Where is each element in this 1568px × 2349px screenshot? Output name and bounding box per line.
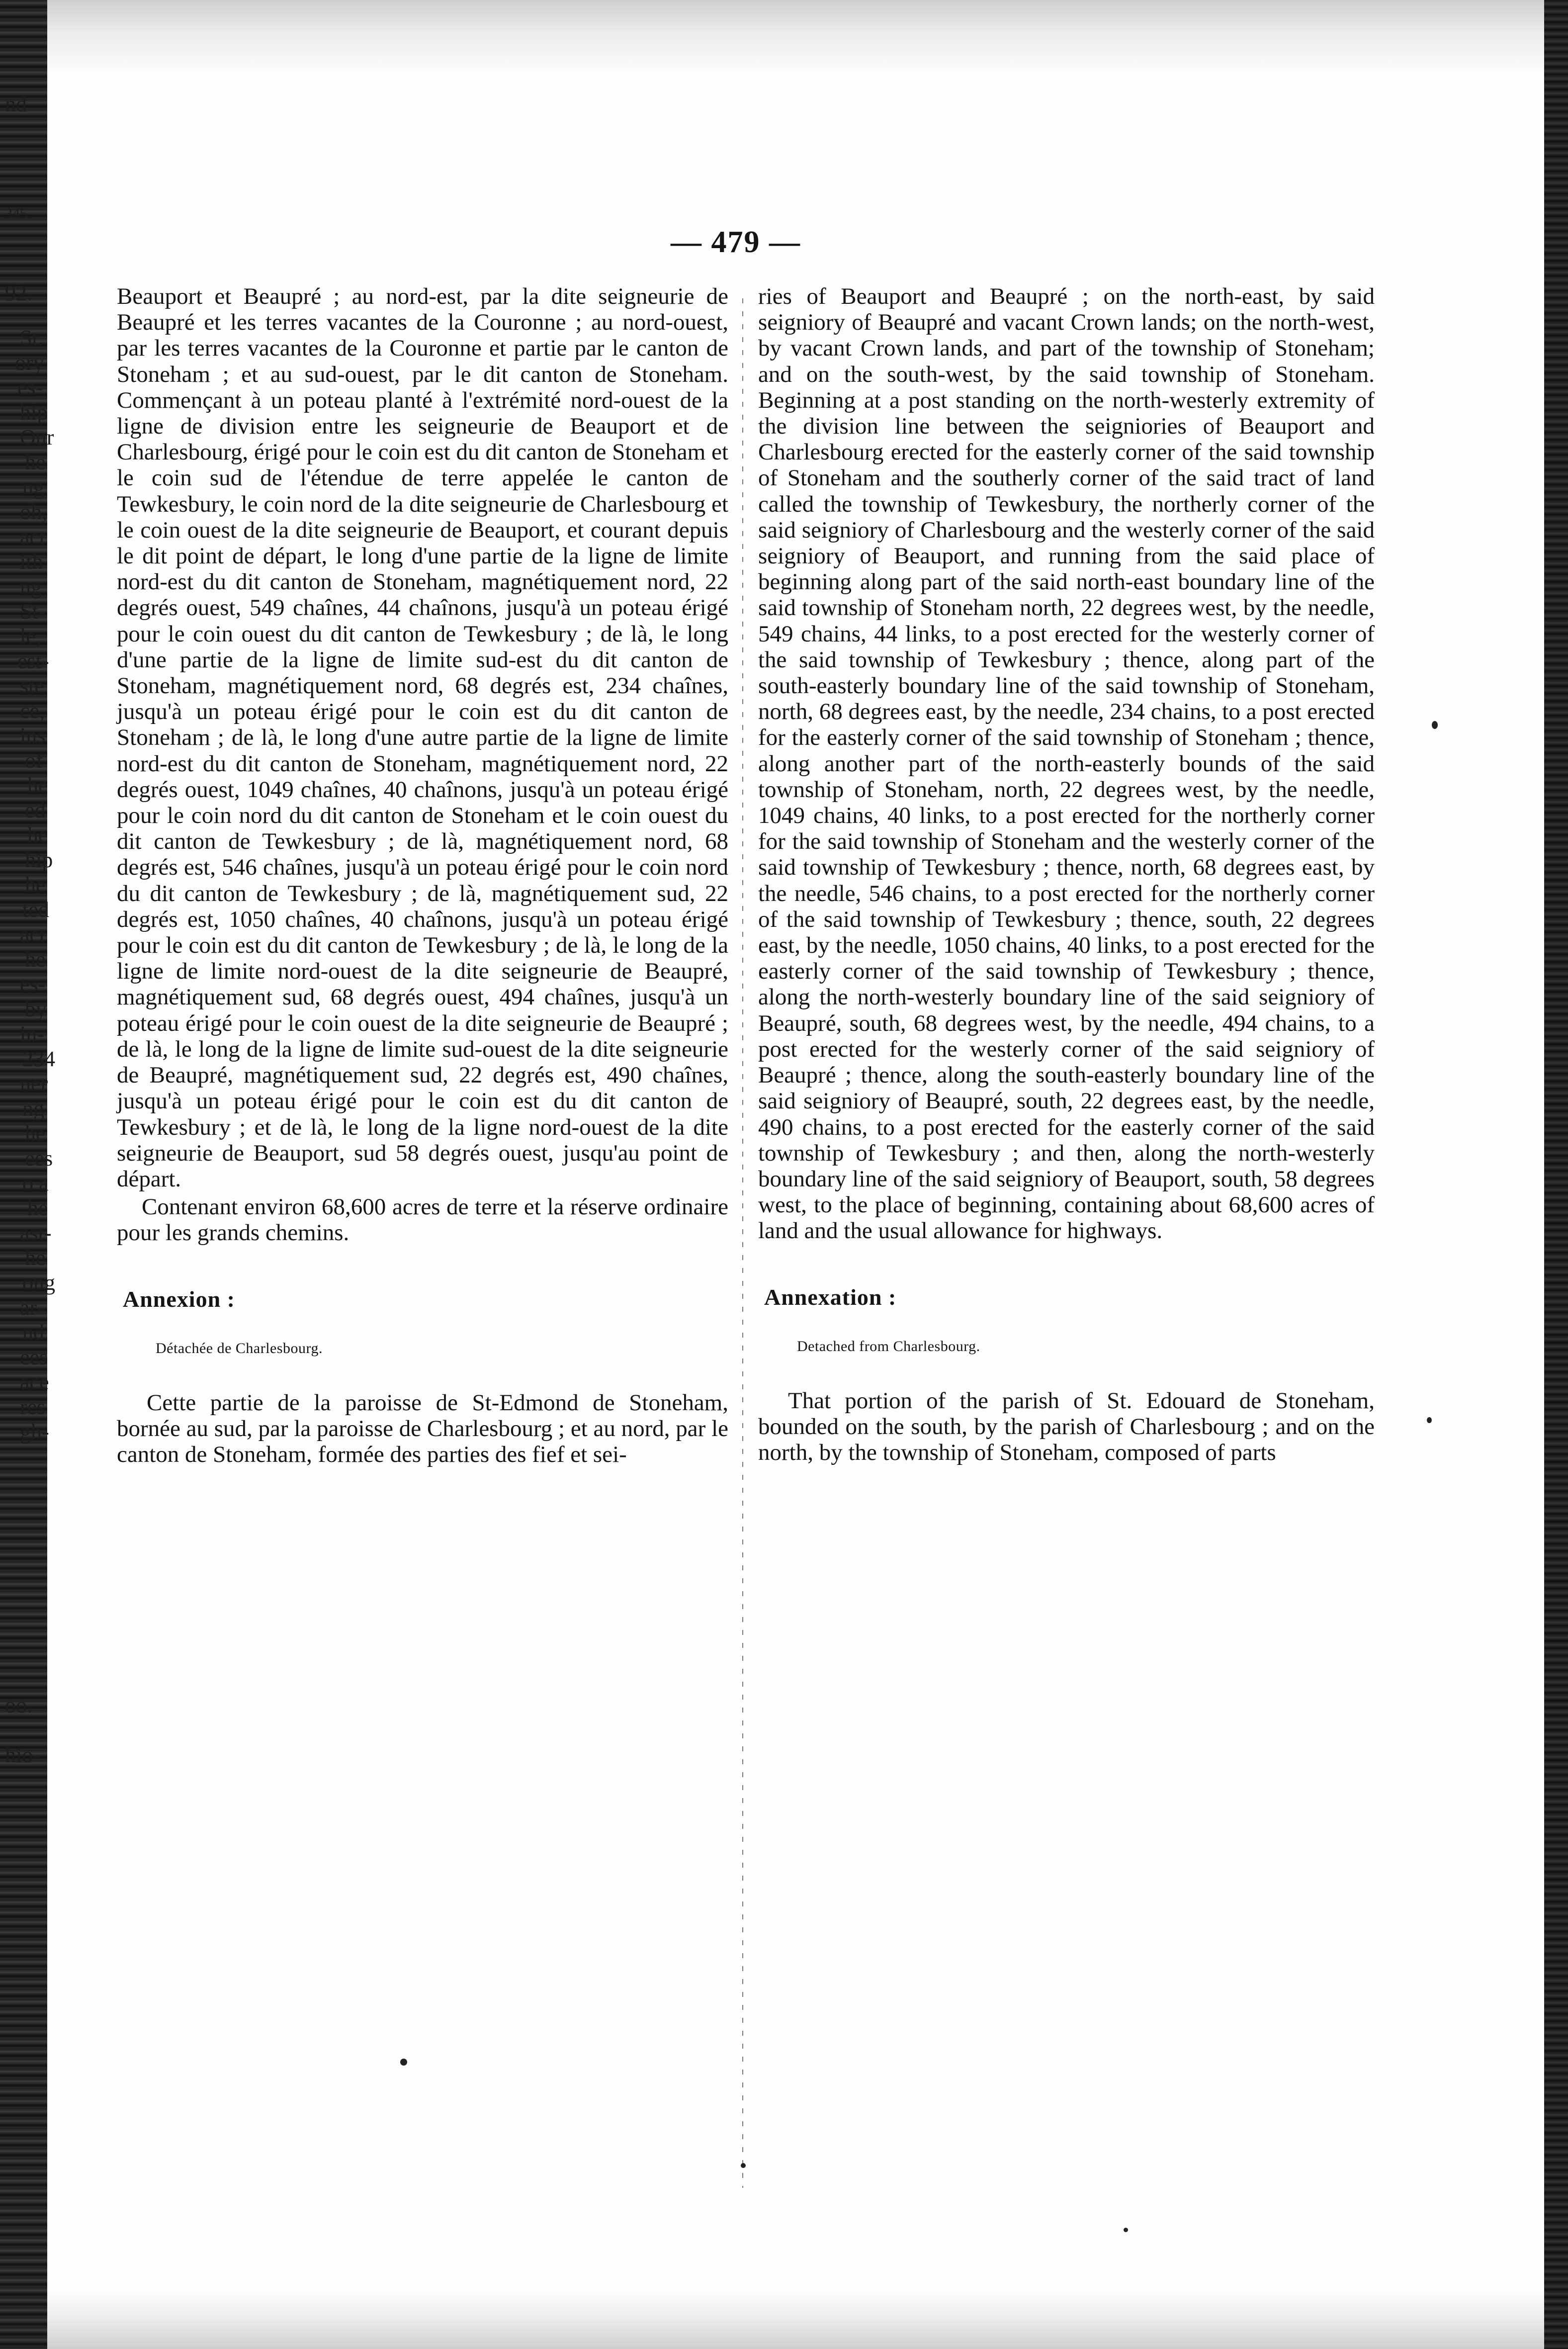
margin-fragment: ees xyxy=(20,1345,48,1369)
margin-fragment: le, xyxy=(20,624,41,648)
scan-right-edge xyxy=(1544,0,1568,2349)
english-annex-text: That portion of the parish of St. Edouard de Stoneham, bounded on the south, by the parish of Charlesbourg ; and on the north, by the township of Stoneham, composed of parts xyxy=(758,1387,1375,1465)
margin-fragment: he xyxy=(25,947,46,972)
margin-fragment: res xyxy=(20,1395,46,1419)
margin-fragment: he xyxy=(25,1121,46,1146)
french-area: Contenant environ 68,600 acres de terre et la réserve ordinaire pour les grands chemins. xyxy=(117,1194,728,1246)
column-divider xyxy=(742,298,743,2188)
margin-fragment: ted xyxy=(22,898,49,922)
margin-fragment: ast- xyxy=(20,1221,52,1245)
margin-fragment: nd xyxy=(5,92,27,116)
margin-fragment: he xyxy=(25,873,46,897)
margin-fragment: ng xyxy=(22,1096,44,1121)
margin-fragment: es- xyxy=(17,375,43,400)
margin-fragment: 92. xyxy=(5,281,32,305)
margin-fragment: ory xyxy=(15,351,44,375)
margin-fragment: hip xyxy=(20,400,48,425)
margin-fragment: hio- xyxy=(5,1743,40,1767)
margin-fragment: 345. xyxy=(5,205,31,222)
previous-page-margin xyxy=(0,92,94,2118)
ink-speck xyxy=(1427,1417,1432,1423)
margin-fragment: hip xyxy=(25,848,53,872)
scan-bottom-shadow xyxy=(47,2289,1544,2349)
english-annex-heading: Annexation : xyxy=(764,1284,897,1310)
page-number: — 479 — xyxy=(671,225,801,259)
french-annex-heading: Annexion : xyxy=(123,1286,235,1312)
margin-fragment: est- xyxy=(17,649,49,673)
margin-fragment: o a xyxy=(22,1171,49,1195)
french-description: Beauport et Beaupré ; au nord-est, par la dite seigneurie de Beaupré et les terres vacantes de la Couronne ; au nord-ouest, par les terres vacantes de la Couronne et partie par le canton de Stoneham ; et au sud-ouest, par le dit canton de Stoneham. Commençant à un poteau planté à l'extrémité nord-ouest de la ligne de division entre les seigneurie de Beauport et de Charlesbourg, érigé pour le coin est du dit canton de Stoneham et le coin sud de l'étendue de terre appelée le canton de Tewkesbury, le coin nord de la dite seigneurie de Charlesbourg et le coin ouest de la dite seigneurie de Beauport, et courant depuis le dit point de départ, le long d'une partie de la ligne de limite nord-est du dit canton de Stoneham, magnétiquement nord, 22 degrés ouest, 549 chaînes, 44 chaînons, jusqu'à un poteau érigé pour le coin ouest du dit canton de Tewkesbury ; de là, le long d'une partie de la ligne de limite sud-est du dit canton de Stoneham, magnétiquement nord, 68 degrés est, 234 chaînes, jusqu'à un poteau érigé pour le coin est du dit canton de Stoneham ; de là, le long d'une autre partie de la ligne de limite nord-est du dit canton de Stoneham, magnétiquement nord, 22 degrés ouest, 1049 chaînes, 40 chaînons, jusqu'à un poteau érigé pour le coin nord du dit canton de Stoneham et le coin ouest du dit canton de Tewkesbury ; de là, magnétiquement nord, 68 degrés est, 546 chaînes, jusqu'à un poteau érigé pour le coin nord du dit canton de Tewkesbury ; de là, magnétiquement sud, 22 degrés est, 1050 chaînes, 40 chaînons, jusqu'à un poteau érigé pour le coin est du dit canton de Tewkesbury ; de là, le long de la ligne de limite nord-ouest de la dite seigneurie de Beaupré, magnétiquement sud, 68 degrés ouest, 494 chaînes, jusqu'à un poteau érigé pour le coin ouest de la dite seigneurie de Beaupré ; de là, le long de la ligne de limite sud-ouest de la dite seigneurie de Beaupré, magnétiquement sud, 22 degrés est, 490 chaînes, jusqu'à un poteau érigé pour le coin est du dit canton de Tewkesbury ; et de là, le long de la ligne nord-ouest de la dite seigneurie de Beauport, sud 58 degrés ouest, jusqu'au point de départ. xyxy=(117,283,728,1192)
ink-speck xyxy=(1432,721,1438,729)
margin-fragment: ace xyxy=(20,1370,49,1394)
margin-fragment: oh, xyxy=(20,500,47,524)
margin-fragment: he xyxy=(27,773,48,798)
margin-fragment: he xyxy=(25,1246,46,1270)
margin-fragment: St- xyxy=(20,599,46,624)
margin-fragment: nd xyxy=(22,1320,44,1345)
margin-fragment: act xyxy=(20,525,46,549)
margin-fragment: ner xyxy=(20,1072,48,1096)
margin-fragment: ng xyxy=(22,475,44,499)
margin-fragment: he xyxy=(27,823,48,847)
margin-fragment: ees xyxy=(25,1146,53,1171)
ink-speck xyxy=(400,2059,407,2066)
scan-top-shadow xyxy=(47,0,1544,75)
margin-fragment: ar- xyxy=(20,1295,44,1320)
margin-fragment: act xyxy=(20,922,46,947)
margin-fragment: oo. xyxy=(5,1693,32,1717)
margin-fragment: ce, xyxy=(20,699,45,723)
margin-fragment: es- xyxy=(20,972,46,996)
english-annex-subheading: Detached from Charlesbourg. xyxy=(797,1338,980,1355)
margin-fragment: 234 xyxy=(22,1047,55,1071)
french-annex-subheading: Détachée de Charlesbourg. xyxy=(156,1340,323,1356)
margin-fragment: ng xyxy=(20,574,42,599)
english-column xyxy=(758,283,1375,1465)
margin-fragment: ins xyxy=(20,723,46,748)
margin-fragment: by xyxy=(25,997,47,1021)
margin-fragment: he xyxy=(27,1196,48,1220)
english-description: ries of Beauport and Beaupré ; on the north-east, by said seigniory of Beaupré and vacant Crown lands; on the north-west, by vacant Crown lands, and part of the township of Stoneham; and on the south-west, by the said township of Stoneham. Beginning at a post standing on the north-westerly extremity of the division line between the seigniories of Beauport and Charlesbourg erected for the easterly corner of the said township of Stoneham and the southerly corner of the said tract of land called the township of Tewkesbury, the northerly corner of the said seigniory of Charlesbourg and the westerly corner of the said seigniory of Beauport, and running from the said place of beginning along part of the said north-east boundary line of the said township of Stoneham north, 22 degrees west, by the needle, 549 chains, 44 links, to a post erected for the westerly corner of the said township of Tewkesbury ; thence, along part of the south-easterly boundary line of the said township of Stoneham, north, 68 degrees east, by the needle, 234 chains, to a post erected for the easterly corner of the said township of Stoneham ; thence, along another part of the north-easterly bounds of the said township of Stoneham, north, 22 degrees west, by the needle, 1049 chains, 40 links, to a post erected for the northerly corner for the said township of Stoneham and the westerly corner of the said township of Tewkesbury ; thence, north, 68 degrees east, by the needle, 546 chains, to a post erected for the northerly corner of the said township of Tewkesbury ; thence, south, 22 degrees east, by the needle, 1050 chains, 40 links, to a post erected for the easterly corner of the said township of Tewkesbury ; thence, along the north-westerly boundary line of the said seigniory of Beaupré, south, 68 degrees west, by the needle, 494 chains, to a post erected for the westerly corner of the said seigniory of Beaupré ; thence, along the south-easterly boundary line of the said seigniory of Beaupré, south, 22 degrees east, by the needle, 490 chains, to a post erected for the easterly corner of the said township of Tewkesbury ; and then, along the north-westerly boundary line of the said seigniory of Beauport, south, 58 degrees west, to the place of beginning, containing about 68,600 acres of land and the usual allowance for highways. xyxy=(758,283,1375,1244)
margin-fragment: of xyxy=(25,748,43,773)
margin-fragment: ed xyxy=(25,798,46,822)
margin-fragment: in- xyxy=(20,1022,44,1046)
margin-fragment: he xyxy=(25,450,46,474)
margin-fragment: ste xyxy=(20,674,44,698)
french-column xyxy=(117,283,728,1467)
margin-fragment: St. xyxy=(20,326,44,350)
margin-fragment: gh- xyxy=(20,1420,49,1444)
margin-fragment: ong xyxy=(22,1270,55,1295)
ink-speck xyxy=(741,2163,746,2168)
margin-fragment: Our xyxy=(20,425,54,450)
ink-speck xyxy=(1124,2228,1128,2232)
margin-fragment: ith xyxy=(20,549,43,574)
french-annex-text: Cette partie de la paroisse de St-Edmond de Stoneham, bornée au sud, par la paroisse de Charlesbourg ; et au nord, par le canton de Stoneham, formée des parties des fief et sei- xyxy=(117,1389,728,1467)
